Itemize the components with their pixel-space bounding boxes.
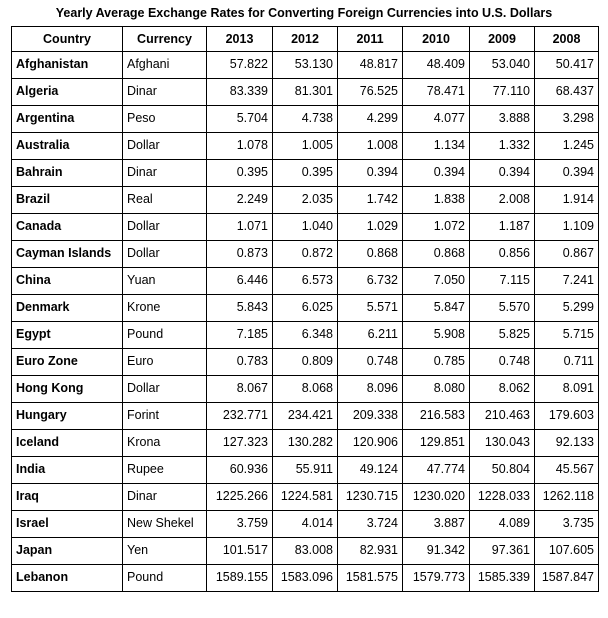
rate-cell: 1581.575 <box>338 565 403 592</box>
rate-cell: 48.817 <box>338 52 403 79</box>
rate-cell: 45.567 <box>535 457 599 484</box>
rate-cell: 1.838 <box>403 187 470 214</box>
rate-cell: 127.323 <box>207 430 273 457</box>
country-cell: Australia <box>12 133 123 160</box>
rate-cell: 1225.266 <box>207 484 273 511</box>
rate-cell: 0.872 <box>273 241 338 268</box>
rate-cell: 0.748 <box>470 349 535 376</box>
rate-cell: 1.029 <box>338 214 403 241</box>
rate-cell: 0.394 <box>338 160 403 187</box>
table-row <box>12 349 599 376</box>
rate-cell: 83.339 <box>207 79 273 106</box>
rate-cell: 1.078 <box>207 133 273 160</box>
column-header-year: 2011 <box>338 27 403 52</box>
rate-cell: 130.282 <box>273 430 338 457</box>
currency-cell: New Shekel <box>123 511 207 538</box>
rate-cell: 0.873 <box>207 241 273 268</box>
rate-cell: 1583.096 <box>273 565 338 592</box>
column-header-country: Country <box>12 27 123 52</box>
currency-cell: Dollar <box>123 241 207 268</box>
rate-cell: 8.067 <box>207 376 273 403</box>
rate-cell: 1.071 <box>207 214 273 241</box>
table-row <box>12 79 599 106</box>
country-cell: Japan <box>12 538 123 565</box>
table-body <box>12 52 599 592</box>
rate-cell: 5.715 <box>535 322 599 349</box>
rate-cell: 3.888 <box>470 106 535 133</box>
rate-cell: 1228.033 <box>470 484 535 511</box>
rate-cell: 1.742 <box>338 187 403 214</box>
rate-cell: 1.914 <box>535 187 599 214</box>
currency-cell: Dinar <box>123 484 207 511</box>
rate-cell: 3.887 <box>403 511 470 538</box>
table-row <box>12 538 599 565</box>
rate-cell: 50.417 <box>535 52 599 79</box>
country-cell: China <box>12 268 123 295</box>
country-cell: Lebanon <box>12 565 123 592</box>
country-cell: Iraq <box>12 484 123 511</box>
rate-cell: 130.043 <box>470 430 535 457</box>
column-header-year: 2013 <box>207 27 273 52</box>
country-cell: Brazil <box>12 187 123 214</box>
rate-cell: 6.573 <box>273 268 338 295</box>
country-cell: Hong Kong <box>12 376 123 403</box>
country-cell: Iceland <box>12 430 123 457</box>
rate-cell: 50.804 <box>470 457 535 484</box>
currency-cell: Rupee <box>123 457 207 484</box>
rate-cell: 232.771 <box>207 403 273 430</box>
rate-cell: 48.409 <box>403 52 470 79</box>
rate-cell: 0.395 <box>273 160 338 187</box>
currency-cell: Krone <box>123 295 207 322</box>
table-row <box>12 214 599 241</box>
rate-cell: 81.301 <box>273 79 338 106</box>
rate-cell: 101.517 <box>207 538 273 565</box>
rate-cell: 7.050 <box>403 268 470 295</box>
rate-cell: 77.110 <box>470 79 535 106</box>
rate-cell: 6.732 <box>338 268 403 295</box>
rate-cell: 57.822 <box>207 52 273 79</box>
rate-cell: 5.908 <box>403 322 470 349</box>
currency-cell: Dollar <box>123 133 207 160</box>
column-header-year: 2010 <box>403 27 470 52</box>
table-row <box>12 52 599 79</box>
rate-cell: 1587.847 <box>535 565 599 592</box>
rate-cell: 5.571 <box>338 295 403 322</box>
rate-cell: 1.072 <box>403 214 470 241</box>
rate-cell: 1230.020 <box>403 484 470 511</box>
rate-cell: 4.299 <box>338 106 403 133</box>
rate-cell: 209.338 <box>338 403 403 430</box>
rate-cell: 6.025 <box>273 295 338 322</box>
rate-cell: 0.785 <box>403 349 470 376</box>
country-cell: Cayman Islands <box>12 241 123 268</box>
rate-cell: 91.342 <box>403 538 470 565</box>
table-row <box>12 430 599 457</box>
currency-cell: Real <box>123 187 207 214</box>
rate-cell: 0.856 <box>470 241 535 268</box>
table-row <box>12 511 599 538</box>
currency-cell: Yen <box>123 538 207 565</box>
header-row <box>12 27 599 52</box>
country-cell: Bahrain <box>12 160 123 187</box>
table-row <box>12 565 599 592</box>
currency-cell: Dinar <box>123 79 207 106</box>
rate-cell: 5.299 <box>535 295 599 322</box>
rate-cell: 92.133 <box>535 430 599 457</box>
rate-cell: 78.471 <box>403 79 470 106</box>
rate-cell: 76.525 <box>338 79 403 106</box>
rate-cell: 234.421 <box>273 403 338 430</box>
rate-cell: 4.738 <box>273 106 338 133</box>
currency-cell: Forint <box>123 403 207 430</box>
rate-cell: 0.868 <box>338 241 403 268</box>
rate-cell: 0.809 <box>273 349 338 376</box>
currency-cell: Krona <box>123 430 207 457</box>
rate-cell: 2.008 <box>470 187 535 214</box>
rate-cell: 0.868 <box>403 241 470 268</box>
currency-cell: Dollar <box>123 214 207 241</box>
rate-cell: 129.851 <box>403 430 470 457</box>
rate-cell: 0.394 <box>535 160 599 187</box>
rate-cell: 1.040 <box>273 214 338 241</box>
rate-cell: 0.867 <box>535 241 599 268</box>
rate-cell: 1585.339 <box>470 565 535 592</box>
table-title: Yearly Average Exchange Rates for Converting Foreign Currencies into U.S. Dollars <box>55 6 553 20</box>
country-cell: Hungary <box>12 403 123 430</box>
rate-cell: 97.361 <box>470 538 535 565</box>
rate-cell: 1.109 <box>535 214 599 241</box>
rate-cell: 7.241 <box>535 268 599 295</box>
rate-cell: 6.211 <box>338 322 403 349</box>
rate-cell: 1.245 <box>535 133 599 160</box>
table-row <box>12 403 599 430</box>
column-header-year: 2012 <box>273 27 338 52</box>
rate-cell: 3.759 <box>207 511 273 538</box>
rate-cell: 6.348 <box>273 322 338 349</box>
rate-cell: 8.096 <box>338 376 403 403</box>
table-row <box>12 106 599 133</box>
rate-cell: 0.748 <box>338 349 403 376</box>
rate-cell: 120.906 <box>338 430 403 457</box>
country-cell: Algeria <box>12 79 123 106</box>
rate-cell: 1262.118 <box>535 484 599 511</box>
column-header-year: 2008 <box>535 27 599 52</box>
table-row <box>12 133 599 160</box>
rate-cell: 216.583 <box>403 403 470 430</box>
currency-cell: Euro <box>123 349 207 376</box>
country-cell: Denmark <box>12 295 123 322</box>
rate-cell: 5.570 <box>470 295 535 322</box>
rate-cell: 4.014 <box>273 511 338 538</box>
table-row <box>12 484 599 511</box>
rate-cell: 0.395 <box>207 160 273 187</box>
rate-cell: 60.936 <box>207 457 273 484</box>
currency-cell: Pound <box>123 322 207 349</box>
table-row <box>12 160 599 187</box>
currency-cell: Pound <box>123 565 207 592</box>
table-row <box>12 376 599 403</box>
rate-cell: 2.035 <box>273 187 338 214</box>
rate-cell: 8.068 <box>273 376 338 403</box>
currency-cell: Dinar <box>123 160 207 187</box>
rate-cell: 179.603 <box>535 403 599 430</box>
rate-cell: 3.735 <box>535 511 599 538</box>
rate-cell: 53.130 <box>273 52 338 79</box>
rate-cell: 1.008 <box>338 133 403 160</box>
rate-cell: 4.077 <box>403 106 470 133</box>
column-header-currency: Currency <box>123 27 207 52</box>
rate-cell: 7.185 <box>207 322 273 349</box>
rate-cell: 107.605 <box>535 538 599 565</box>
exchange-rate-table <box>11 26 599 592</box>
country-cell: Egypt <box>12 322 123 349</box>
table-row <box>12 457 599 484</box>
country-cell: Euro Zone <box>12 349 123 376</box>
rate-cell: 5.847 <box>403 295 470 322</box>
rate-cell: 8.080 <box>403 376 470 403</box>
rate-cell: 0.394 <box>470 160 535 187</box>
table-row <box>12 241 599 268</box>
country-cell: Canada <box>12 214 123 241</box>
table-row <box>12 187 599 214</box>
rate-cell: 1579.773 <box>403 565 470 592</box>
column-header-year: 2009 <box>470 27 535 52</box>
country-cell: Afghanistan <box>12 52 123 79</box>
table-row <box>12 295 599 322</box>
currency-cell: Yuan <box>123 268 207 295</box>
country-cell: Argentina <box>12 106 123 133</box>
rate-cell: 7.115 <box>470 268 535 295</box>
rate-cell: 1.005 <box>273 133 338 160</box>
country-cell: India <box>12 457 123 484</box>
rate-cell: 68.437 <box>535 79 599 106</box>
rate-cell: 3.298 <box>535 106 599 133</box>
rate-cell: 8.062 <box>470 376 535 403</box>
rate-cell: 6.446 <box>207 268 273 295</box>
rate-cell: 210.463 <box>470 403 535 430</box>
rate-cell: 0.711 <box>535 349 599 376</box>
rate-cell: 1.187 <box>470 214 535 241</box>
rate-cell: 83.008 <box>273 538 338 565</box>
rate-cell: 3.724 <box>338 511 403 538</box>
rate-cell: 2.249 <box>207 187 273 214</box>
currency-cell: Peso <box>123 106 207 133</box>
rate-cell: 1.134 <box>403 133 470 160</box>
rate-cell: 49.124 <box>338 457 403 484</box>
table-row <box>12 268 599 295</box>
rate-cell: 53.040 <box>470 52 535 79</box>
rate-cell: 1230.715 <box>338 484 403 511</box>
rate-cell: 47.774 <box>403 457 470 484</box>
rate-cell: 8.091 <box>535 376 599 403</box>
rate-cell: 0.394 <box>403 160 470 187</box>
rate-cell: 1589.155 <box>207 565 273 592</box>
rate-cell: 1224.581 <box>273 484 338 511</box>
rate-cell: 82.931 <box>338 538 403 565</box>
rate-cell: 4.089 <box>470 511 535 538</box>
rate-cell: 5.825 <box>470 322 535 349</box>
rate-cell: 55.911 <box>273 457 338 484</box>
rate-cell: 5.704 <box>207 106 273 133</box>
currency-cell: Dollar <box>123 376 207 403</box>
rate-cell: 0.783 <box>207 349 273 376</box>
table-row <box>12 322 599 349</box>
currency-cell: Afghani <box>123 52 207 79</box>
country-cell: Israel <box>12 511 123 538</box>
rate-cell: 1.332 <box>470 133 535 160</box>
rate-cell: 5.843 <box>207 295 273 322</box>
